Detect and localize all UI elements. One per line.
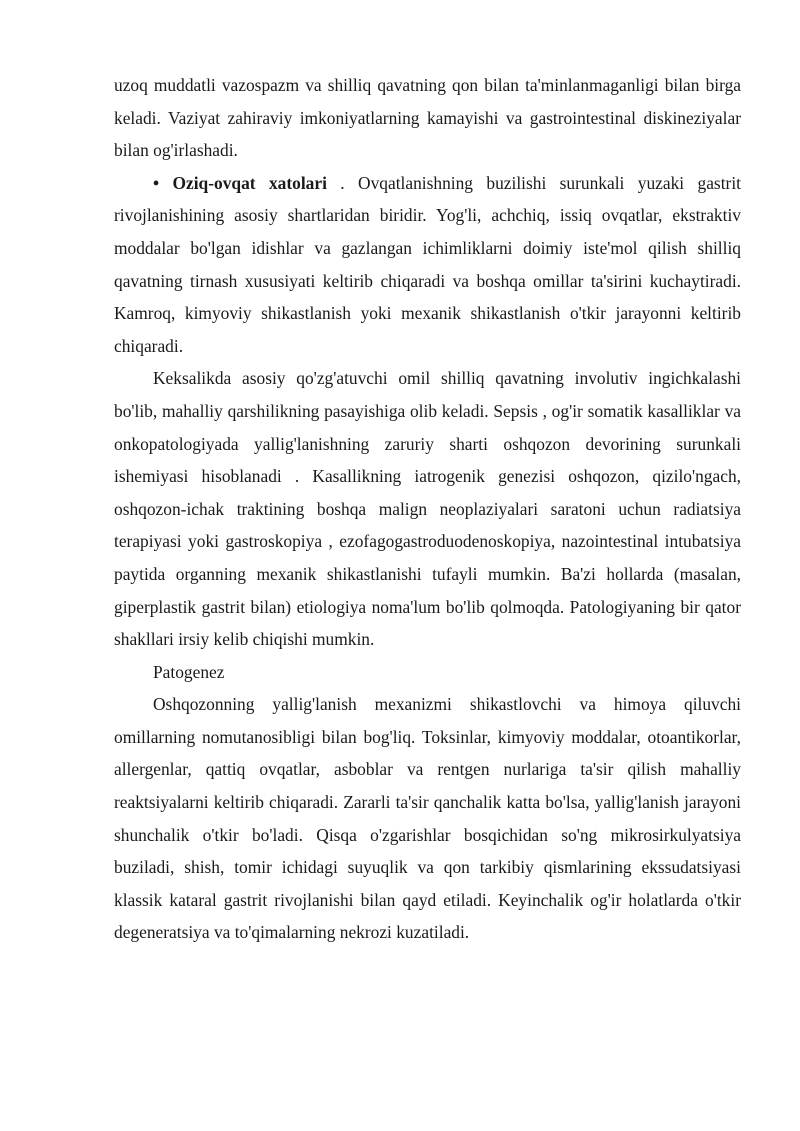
bullet-marker: • [153,172,160,193]
paragraph-old-age: Keksalikda asosiy qo'zg'atuvchi omil shilliq qavatning involutiv ingichkalashi bo'lib, mahalliy qarshilikning pasayishiga olib keladi. Sepsis , og'ir somatik kasalliklar va onkopatologiyada yallig'lanishning zaruriy sharti oshqozon devorining surunkali ishemiyasi hisoblanadi . Kasallikning iatrogenik genezisi oshqozon, qizilo'ngach, oshqozon-ichak traktining boshqa malign neoplaziyalari saratoni uchun radiatsiya terapiyasi yoki gastroskopiya , ezofagogastroduodenoskopiya, nazointestinal intubatsiya paytida organning mexanik shikastlanishi tufayli mumkin. Ba'zi hollarda (masalan, giperplastik gastrit bilan) etiologiya noma'lum bo'lib qolmoqda. Patologiyaning bir qator shakllari irsiy kelib chiqishi mumkin. [114,368,741,650]
paragraph-pathogenesis: Oshqozonning yallig'lanish mexanizmi shikastlovchi va himoya qiluvchi omillarning nomutanosibligi bilan bog'liq. Toksinlar, kimyoviy moddalar, otoantikorlar, allergenlar, qattiq ovqatlar, asboblar va rentgen nurlariga ta'sir qilish mahalliy reaktsiyalarni keltirib chiqaradi. Zararli ta'sir qanchalik katta bo'lsa, yallig'lanish jarayoni shunchalik o'tkir bo'ladi. Qisqa o'zgarishlar bosqichidan so'ng mikrosirkulyatsiya buziladi, shish, tomir ichidagi suyuqlik va qon tarkibiy qismlarining ekssudatsiyasi klassik kataral gastrit rivojlanishi bilan qayd etiladi. Keyinchalik og'ir holatlarda o'tkir degeneratsiya va to'qimalarning nekrozi kuzatiladi. [114,694,741,943]
paragraph-continuation: uzoq muddatli vazospazm va shilliq qavatning qon bilan ta'minlanmaganligi bilan birga keladi. Vaziyat zahiraviy imkoniyatlarning kamayishi va gastrointestinal diskineziyalar bilan og'irlashadi. [114,75,741,161]
document-page [114,69,741,949]
food-errors-heading: Oziq-ovqat xatolari [172,172,327,193]
food-errors-text: . Ovqatlanishning buzilishi surunkali yuzaki gastrit rivojlanishining asosiy shartlaridan biridir. Yog'li, achchiq, issiq ovqatlar, ekstraktiv moddalar bo'lgan idishlar va gazlangan ichimliklarni doimiy iste'mol qilish shilliq qavatning tirnash xususiyati keltirib chiqaradi va boshqa omillar ta'sirini kuchaytiradi. Kamroq, kimyoviy shikastlanish yoki mexanik shikastlanish o'tkir jarayonni keltirib chiqaradi. [114,172,741,356]
section-heading-pathogenesis: Patogenez [153,661,225,682]
paragraph-food-errors [114,167,741,363]
